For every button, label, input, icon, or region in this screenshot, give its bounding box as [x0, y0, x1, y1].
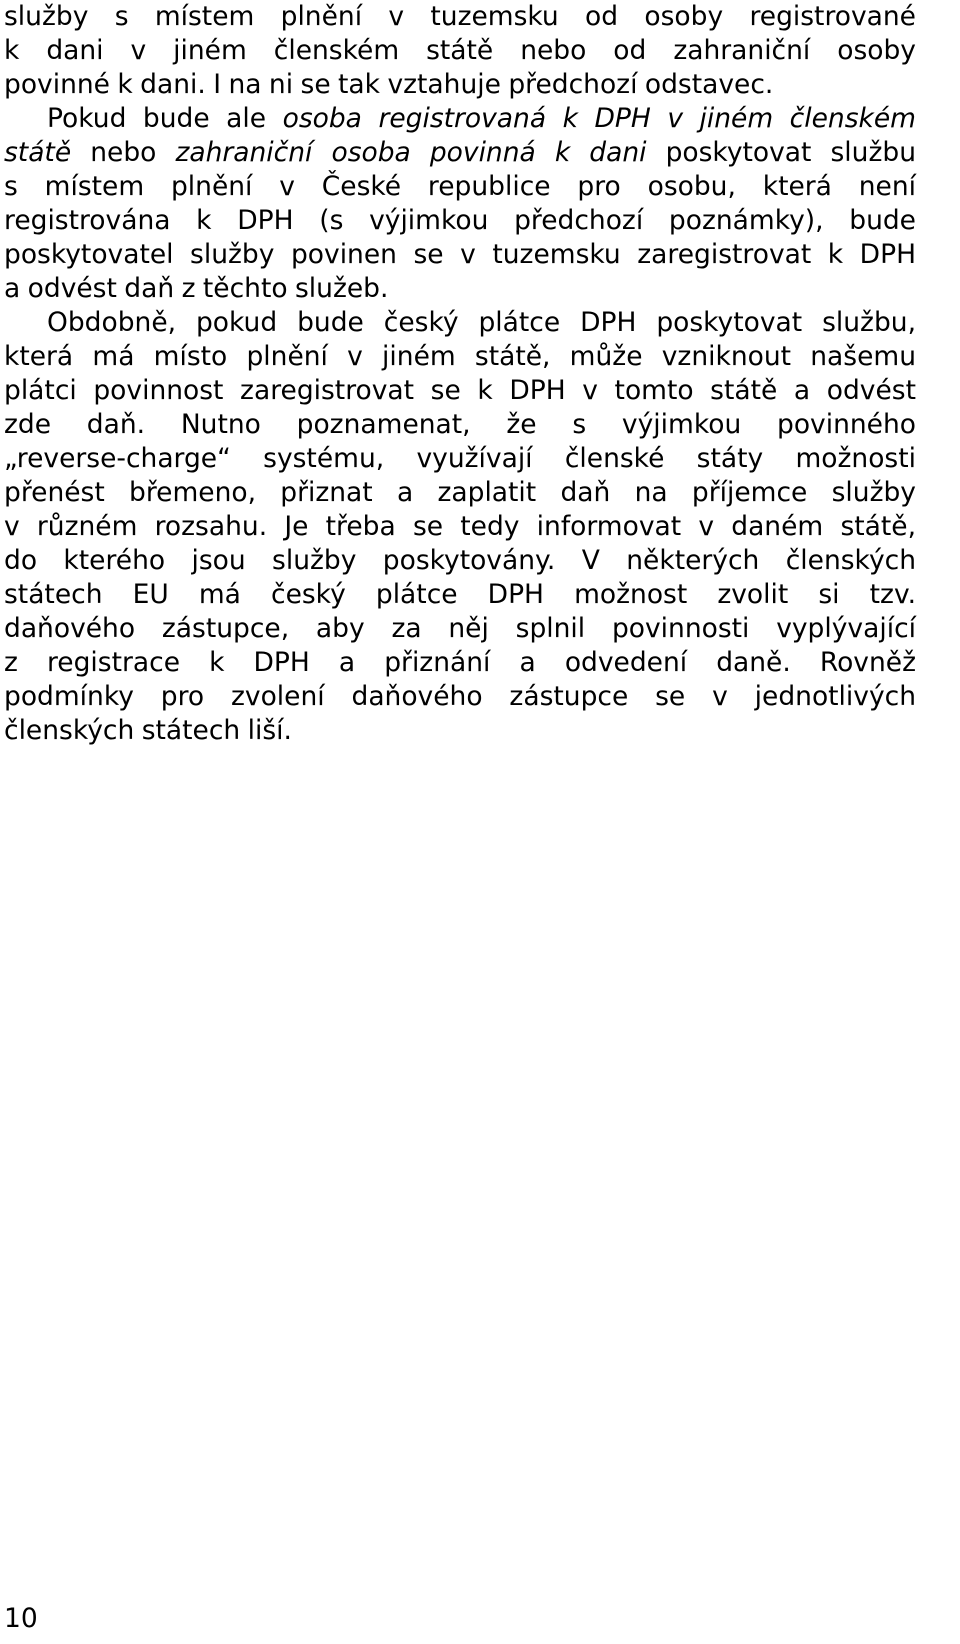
text-line [4, 136, 916, 170]
document-page [4, 0, 916, 1644]
text-segment: poskytovat službu [646, 137, 916, 168]
text-segment: přenést břemeno, přiznat a zaplatit daň na příjemce služby [4, 477, 916, 508]
text-segment: daňového zástupce, aby za něj splnil povinnosti vyplývající [4, 613, 916, 644]
text-segment: která má místo plnění v jiném státě, může vzniknout našemu [4, 341, 916, 372]
text-segment: registrována k DPH (s výjimkou předchozí poznámky), bude [4, 205, 916, 236]
text-line [4, 68, 916, 102]
text-line [4, 510, 916, 544]
text-segment: Pokud bude ale [47, 103, 283, 134]
text-line [4, 306, 916, 340]
text-line [4, 238, 916, 272]
page-number: 10 [4, 1603, 38, 1634]
italic-text-segment: státě [4, 137, 72, 168]
text-segment: s místem plnění v České republice pro osobu, která není [4, 171, 916, 202]
text-line [4, 680, 916, 714]
text-segment: zde daň. Nutno poznamenat, že s výjimkou povinného [4, 409, 916, 440]
text-segment: Obdobně, pokud bude český plátce DPH poskytovat službu, [47, 307, 916, 338]
italic-text-segment: osoba registrovaná k DPH v jiném členském [282, 103, 916, 134]
text-line [4, 204, 916, 238]
text-segment: členských státech liší. [4, 715, 292, 746]
text-line [4, 544, 916, 578]
text-segment: podmínky pro zvolení daňového zástupce se v jednotlivých [4, 681, 916, 712]
text-segment: v různém rozsahu. Je třeba se tedy informovat v daném státě, [4, 511, 916, 542]
text-segment: „reverse-charge“ systému, využívají členské státy možnosti [4, 443, 916, 474]
text-segment: nebo [71, 137, 176, 168]
text-segment: povinné k dani. I na ni se tak vztahuje předchozí odstavec. [4, 69, 774, 100]
text-segment: k dani v jiném členském státě nebo od zahraniční osoby [4, 35, 916, 66]
text-segment: státech EU má český plátce DPH možnost zvolit si tzv. [4, 579, 916, 610]
text-line [4, 476, 916, 510]
text-segment: do kterého jsou služby poskytovány. V některých členských [4, 545, 916, 576]
text-line [4, 272, 916, 306]
text-line [4, 578, 916, 612]
text-line [4, 714, 916, 748]
text-segment: služby s místem plnění v tuzemsku od osoby registrované [4, 1, 916, 32]
text-segment: plátci povinnost zaregistrovat se k DPH v tomto státě a odvést [4, 375, 916, 406]
text-line [4, 646, 916, 680]
text-line [4, 340, 916, 374]
text-line [4, 374, 916, 408]
text-line [4, 408, 916, 442]
text-line [4, 34, 916, 68]
text-line [4, 0, 916, 34]
text-segment: z registrace k DPH a přiznání a odvedení daně. Rovněž [4, 647, 916, 678]
text-line [4, 102, 916, 136]
text-line [4, 442, 916, 476]
body-text [4, 0, 916, 748]
text-segment: a odvést daň z těchto služeb. [4, 273, 389, 304]
text-line [4, 612, 916, 646]
italic-text-segment: zahraniční osoba povinná k dani [175, 137, 647, 168]
text-line [4, 170, 916, 204]
text-segment: poskytovatel služby povinen se v tuzemsku zaregistrovat k DPH [4, 239, 916, 270]
